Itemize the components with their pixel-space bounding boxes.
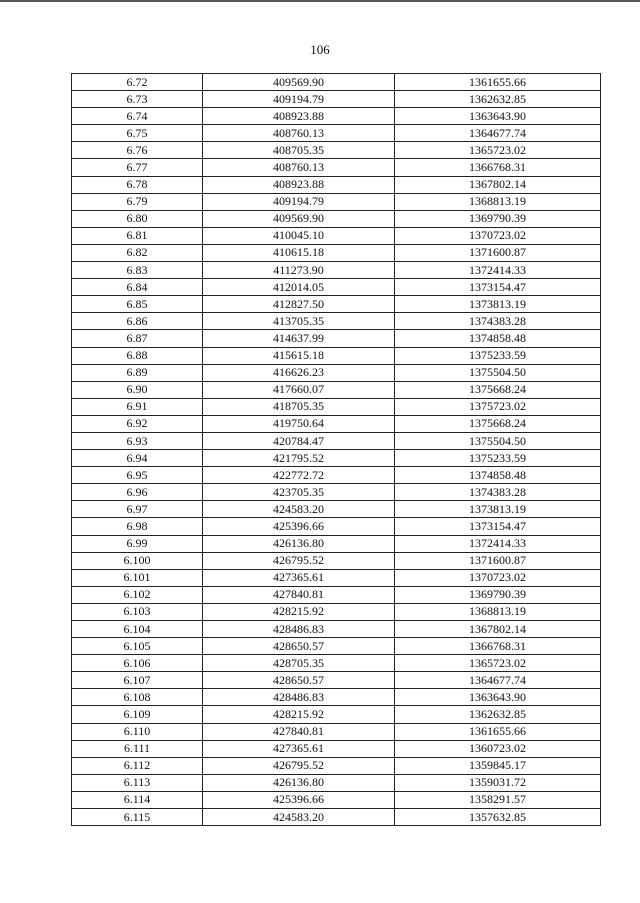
- point-number-cell: 6.75: [72, 125, 203, 142]
- y-coordinate-cell: 1363643.90: [395, 108, 601, 125]
- table-row: [72, 142, 601, 159]
- point-number-cell: 6.77: [72, 159, 203, 176]
- x-coordinate-cell: 425396.66: [203, 518, 395, 535]
- y-coordinate-cell: 1368813.19: [395, 603, 601, 620]
- y-coordinate-cell: 1367802.14: [395, 176, 601, 193]
- x-coordinate-cell: 417660.07: [203, 381, 395, 398]
- x-coordinate-cell: 410045.10: [203, 227, 395, 244]
- table-row: [72, 552, 601, 569]
- table-row: [72, 518, 601, 535]
- y-coordinate-cell: 1357632.85: [395, 809, 601, 826]
- table-row: [72, 467, 601, 484]
- x-coordinate-cell: 409569.90: [203, 74, 395, 91]
- point-number-cell: 6.85: [72, 296, 203, 313]
- y-coordinate-cell: 1370723.02: [395, 569, 601, 586]
- y-coordinate-cell: 1359845.17: [395, 757, 601, 774]
- x-coordinate-cell: 428705.35: [203, 655, 395, 672]
- x-coordinate-cell: 426136.80: [203, 535, 395, 552]
- point-number-cell: 6.106: [72, 655, 203, 672]
- table-row: [72, 398, 601, 415]
- table-row: [72, 603, 601, 620]
- table-row: [72, 723, 601, 740]
- y-coordinate-cell: 1359031.72: [395, 774, 601, 791]
- point-number-cell: 6.104: [72, 621, 203, 638]
- x-coordinate-cell: 426136.80: [203, 774, 395, 791]
- point-number-cell: 6.82: [72, 244, 203, 261]
- point-number-cell: 6.73: [72, 91, 203, 108]
- table-row: [72, 672, 601, 689]
- y-coordinate-cell: 1375723.02: [395, 398, 601, 415]
- x-coordinate-cell: 408760.13: [203, 125, 395, 142]
- point-number-cell: 6.107: [72, 672, 203, 689]
- point-number-cell: 6.97: [72, 501, 203, 518]
- y-coordinate-cell: 1370723.02: [395, 227, 601, 244]
- y-coordinate-cell: 1374858.48: [395, 330, 601, 347]
- point-number-cell: 6.74: [72, 108, 203, 125]
- point-number-cell: 6.87: [72, 330, 203, 347]
- table-row: [72, 655, 601, 672]
- point-number-cell: 6.78: [72, 176, 203, 193]
- y-coordinate-cell: 1371600.87: [395, 244, 601, 261]
- x-coordinate-cell: 419750.64: [203, 415, 395, 432]
- y-coordinate-cell: 1369790.39: [395, 586, 601, 603]
- point-number-cell: 6.95: [72, 467, 203, 484]
- x-coordinate-cell: 414637.99: [203, 330, 395, 347]
- y-coordinate-cell: 1365723.02: [395, 655, 601, 672]
- x-coordinate-cell: 427840.81: [203, 586, 395, 603]
- point-number-cell: 6.109: [72, 706, 203, 723]
- point-number-cell: 6.88: [72, 347, 203, 364]
- coordinates-table: [71, 73, 601, 826]
- table-row: [72, 689, 601, 706]
- y-coordinate-cell: 1373154.47: [395, 279, 601, 296]
- table-row: [72, 313, 601, 330]
- x-coordinate-cell: 427840.81: [203, 723, 395, 740]
- x-coordinate-cell: 408705.35: [203, 142, 395, 159]
- table-row: [72, 450, 601, 467]
- x-coordinate-cell: 427365.61: [203, 569, 395, 586]
- table-row: [72, 791, 601, 808]
- point-number-cell: 6.84: [72, 279, 203, 296]
- x-coordinate-cell: 412014.05: [203, 279, 395, 296]
- x-coordinate-cell: 427365.61: [203, 740, 395, 757]
- x-coordinate-cell: 428486.83: [203, 689, 395, 706]
- y-coordinate-cell: 1374383.28: [395, 484, 601, 501]
- x-coordinate-cell: 416626.23: [203, 364, 395, 381]
- y-coordinate-cell: 1367802.14: [395, 621, 601, 638]
- table-row: [72, 279, 601, 296]
- point-number-cell: 6.80: [72, 210, 203, 227]
- x-coordinate-cell: 412827.50: [203, 296, 395, 313]
- point-number-cell: 6.114: [72, 791, 203, 808]
- y-coordinate-cell: 1358291.57: [395, 791, 601, 808]
- table-row: [72, 586, 601, 603]
- point-number-cell: 6.105: [72, 638, 203, 655]
- table-row: [72, 159, 601, 176]
- point-number-cell: 6.110: [72, 723, 203, 740]
- point-number-cell: 6.83: [72, 262, 203, 279]
- table-row: [72, 501, 601, 518]
- y-coordinate-cell: 1368813.19: [395, 193, 601, 210]
- point-number-cell: 6.72: [72, 74, 203, 91]
- table-row: [72, 347, 601, 364]
- x-coordinate-cell: 425396.66: [203, 791, 395, 808]
- y-coordinate-cell: 1366768.31: [395, 638, 601, 655]
- table-row: [72, 125, 601, 142]
- y-coordinate-cell: 1375668.24: [395, 381, 601, 398]
- point-number-cell: 6.101: [72, 569, 203, 586]
- x-coordinate-cell: 422772.72: [203, 467, 395, 484]
- x-coordinate-cell: 411273.90: [203, 262, 395, 279]
- point-number-cell: 6.79: [72, 193, 203, 210]
- table-row: [72, 432, 601, 449]
- point-number-cell: 6.98: [72, 518, 203, 535]
- table-row: [72, 91, 601, 108]
- point-number-cell: 6.96: [72, 484, 203, 501]
- y-coordinate-cell: 1374383.28: [395, 313, 601, 330]
- x-coordinate-cell: 428650.57: [203, 672, 395, 689]
- x-coordinate-cell: 408923.88: [203, 108, 395, 125]
- x-coordinate-cell: 413705.35: [203, 313, 395, 330]
- x-coordinate-cell: 409569.90: [203, 210, 395, 227]
- x-coordinate-cell: 428215.92: [203, 603, 395, 620]
- point-number-cell: 6.90: [72, 381, 203, 398]
- point-number-cell: 6.100: [72, 552, 203, 569]
- y-coordinate-cell: 1375504.50: [395, 432, 601, 449]
- y-coordinate-cell: 1361655.66: [395, 74, 601, 91]
- point-number-cell: 6.112: [72, 757, 203, 774]
- x-coordinate-cell: 428215.92: [203, 706, 395, 723]
- y-coordinate-cell: 1365723.02: [395, 142, 601, 159]
- table-row: [72, 809, 601, 826]
- table-row: [72, 364, 601, 381]
- x-coordinate-cell: 420784.47: [203, 432, 395, 449]
- y-coordinate-cell: 1373813.19: [395, 296, 601, 313]
- table-row: [72, 296, 601, 313]
- y-coordinate-cell: 1362632.85: [395, 91, 601, 108]
- y-coordinate-cell: 1372414.33: [395, 535, 601, 552]
- page-top-border: [0, 0, 640, 2]
- point-number-cell: 6.81: [72, 227, 203, 244]
- y-coordinate-cell: 1361655.66: [395, 723, 601, 740]
- table-row: [72, 621, 601, 638]
- table-row: [72, 244, 601, 261]
- y-coordinate-cell: 1375233.59: [395, 450, 601, 467]
- table-row: [72, 569, 601, 586]
- point-number-cell: 6.113: [72, 774, 203, 791]
- x-coordinate-cell: 409194.79: [203, 193, 395, 210]
- point-number-cell: 6.93: [72, 432, 203, 449]
- y-coordinate-cell: 1375668.24: [395, 415, 601, 432]
- point-number-cell: 6.99: [72, 535, 203, 552]
- table-row: [72, 740, 601, 757]
- x-coordinate-cell: 415615.18: [203, 347, 395, 364]
- x-coordinate-cell: 421795.52: [203, 450, 395, 467]
- table-row: [72, 74, 601, 91]
- point-number-cell: 6.89: [72, 364, 203, 381]
- table-row: [72, 176, 601, 193]
- x-coordinate-cell: 408923.88: [203, 176, 395, 193]
- y-coordinate-cell: 1366768.31: [395, 159, 601, 176]
- y-coordinate-cell: 1363643.90: [395, 689, 601, 706]
- table-row: [72, 415, 601, 432]
- x-coordinate-cell: 424583.20: [203, 809, 395, 826]
- table-row: [72, 774, 601, 791]
- table-row: [72, 535, 601, 552]
- x-coordinate-cell: 428650.57: [203, 638, 395, 655]
- table-row: [72, 381, 601, 398]
- y-coordinate-cell: 1364677.74: [395, 125, 601, 142]
- point-number-cell: 6.76: [72, 142, 203, 159]
- point-number-cell: 6.94: [72, 450, 203, 467]
- table-row: [72, 330, 601, 347]
- table-row: [72, 262, 601, 279]
- point-number-cell: 6.111: [72, 740, 203, 757]
- page-number: 106: [310, 42, 330, 57]
- point-number-cell: 6.102: [72, 586, 203, 603]
- x-coordinate-cell: 424583.20: [203, 501, 395, 518]
- y-coordinate-cell: 1364677.74: [395, 672, 601, 689]
- coordinates-table-body: [72, 74, 601, 826]
- y-coordinate-cell: 1369790.39: [395, 210, 601, 227]
- x-coordinate-cell: 426795.52: [203, 552, 395, 569]
- y-coordinate-cell: 1375504.50: [395, 364, 601, 381]
- table-row: [72, 210, 601, 227]
- table-row: [72, 757, 601, 774]
- y-coordinate-cell: 1375233.59: [395, 347, 601, 364]
- table-row: [72, 193, 601, 210]
- y-coordinate-cell: 1360723.02: [395, 740, 601, 757]
- point-number-cell: 6.86: [72, 313, 203, 330]
- table-row: [72, 638, 601, 655]
- table-row: [72, 484, 601, 501]
- y-coordinate-cell: 1362632.85: [395, 706, 601, 723]
- y-coordinate-cell: 1371600.87: [395, 552, 601, 569]
- x-coordinate-cell: 423705.35: [203, 484, 395, 501]
- x-coordinate-cell: 408760.13: [203, 159, 395, 176]
- table-row: [72, 108, 601, 125]
- x-coordinate-cell: 426795.52: [203, 757, 395, 774]
- point-number-cell: 6.108: [72, 689, 203, 706]
- y-coordinate-cell: 1373813.19: [395, 501, 601, 518]
- x-coordinate-cell: 428486.83: [203, 621, 395, 638]
- y-coordinate-cell: 1374858.48: [395, 467, 601, 484]
- y-coordinate-cell: 1372414.33: [395, 262, 601, 279]
- point-number-cell: 6.92: [72, 415, 203, 432]
- table-row: [72, 227, 601, 244]
- x-coordinate-cell: 410615.18: [203, 244, 395, 261]
- x-coordinate-cell: 418705.35: [203, 398, 395, 415]
- x-coordinate-cell: 409194.79: [203, 91, 395, 108]
- table-row: [72, 706, 601, 723]
- point-number-cell: 6.115: [72, 809, 203, 826]
- point-number-cell: 6.91: [72, 398, 203, 415]
- y-coordinate-cell: 1373154.47: [395, 518, 601, 535]
- point-number-cell: 6.103: [72, 603, 203, 620]
